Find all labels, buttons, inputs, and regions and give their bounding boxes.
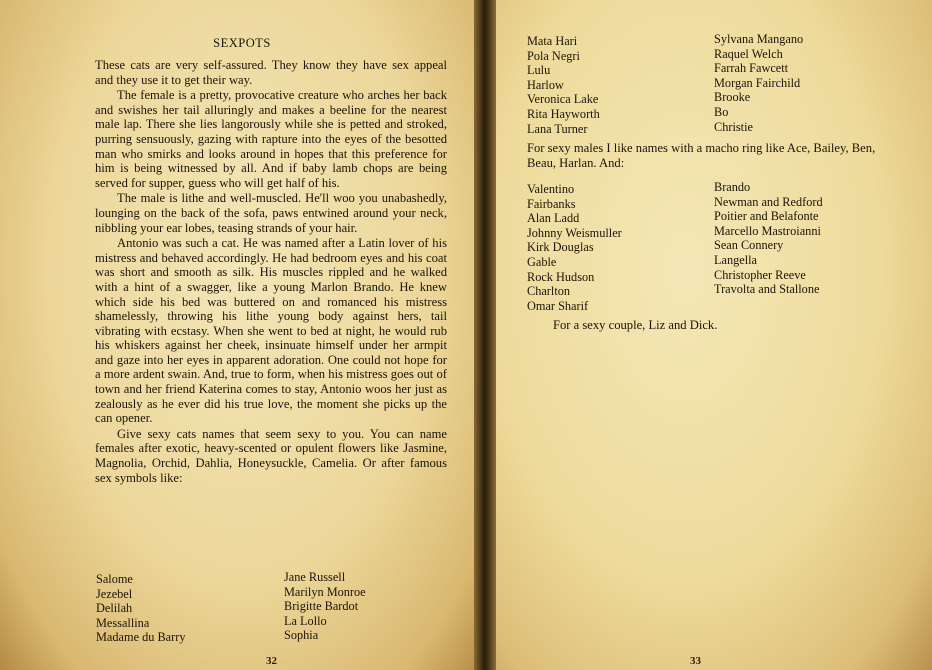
book-gutter <box>474 0 496 670</box>
list-item: Raquel Welch <box>714 46 783 61</box>
list-item: Farrah Fawcett <box>714 61 789 76</box>
list-item: Poitier and Belafonte <box>714 209 819 224</box>
list-item: Rita Hayworth <box>527 106 600 121</box>
list-item: Messallina <box>96 615 150 630</box>
female-names-list-continued <box>527 32 803 136</box>
running-head: SEXPOTS <box>213 36 271 50</box>
list-item: Fairbanks <box>527 196 576 211</box>
list-item: Brooke <box>714 90 751 105</box>
list-item: Kirk Douglas <box>527 240 594 255</box>
list-item: Jezebel <box>96 586 133 601</box>
female-names-list <box>96 570 366 645</box>
list-item: Marilyn Monroe <box>284 584 366 599</box>
list-item: Charlton <box>527 284 571 299</box>
list-item: Pola Negri <box>527 48 580 63</box>
list-item: Lana Turner <box>527 121 588 136</box>
list-item: Brigitte Bardot <box>284 599 359 614</box>
list-item: Gable <box>527 254 557 269</box>
list-item: Johnny Weismuller <box>527 225 622 240</box>
names-column-1 <box>96 570 284 645</box>
male-names-intro: For sexy males I like names with a macho ring like Ace, Bailey, Ben, Beau, Harlan. And: <box>527 141 876 170</box>
left-body-text <box>95 58 447 486</box>
paragraph: The female is a pretty, provocative creature who arches her back and swishes her tail alluringly and makes a beeline for the nearest male lap. There she lies langorously while she is petted and stroked, purring sensuously, gazing with rapture into the eyes of the besotted man who smirks and looks around in hopes that this preference for him is being witnessed by all. And if baby lamb chops are being served for supper, guess who will get half of his. <box>95 88 447 190</box>
list-item: Mata Hari <box>527 34 578 48</box>
list-item: La Lollo <box>284 613 327 628</box>
list-item: Bo <box>714 104 729 119</box>
list-item: Alan Ladd <box>527 211 580 226</box>
page-number-left: 32 <box>266 655 277 667</box>
list-item: Sylvana Mangano <box>714 32 804 46</box>
list-item: Lulu <box>527 63 551 78</box>
list-item: Newman and Redford <box>714 194 823 209</box>
paragraph: These cats are very self-assured. They know they have sex appeal and they use it to get their way. <box>95 58 447 87</box>
list-item: Salome <box>96 572 133 586</box>
list-item: Jane Russell <box>284 570 346 584</box>
paragraph: Antonio was such a cat. He was named after a Latin lover of his mistress and behaved accordingly. He had bedroom eyes and his coat was short and smooth as silk. His muscles rippled and he walked with a hint of a swagger, like a young Marlon Brando. He knew which side his bed was buttered on and romanced his mistress shamelessly, throwing his lithe young body against hers, tail vibrating with ecstasy. When she went to bed at night, he would rub his whiskers against her cheek, insinuate himself under her armpit and gaze into her eyes in apparent adoration. One could not hope for a more ardent swain. And, true to form, when his mistress goes out of town and her friend Katerina comes to stay, Antonio woos her just as zealously as he ever did his true love, the moment she picks up the can opener. <box>95 236 447 426</box>
list-item: Marcello Mastroianni <box>714 223 821 238</box>
list-item: Rock Hudson <box>527 269 595 284</box>
list-item: Harlow <box>527 77 564 92</box>
list-item: Christie <box>714 119 753 134</box>
list-item: Langella <box>714 252 758 267</box>
names-column-1 <box>527 32 714 136</box>
names-column-2 <box>284 570 366 645</box>
names-column-1 <box>527 180 714 313</box>
paragraph: The male is lithe and well-muscled. He'll woo you unabashedly, lounging on the back of the sofa, paws entwined around your neck, nibbling your ear lobes, teasing strands of your hair. <box>95 191 447 235</box>
list-item: Veronica Lake <box>527 92 599 107</box>
list-item: Christopher Reeve <box>714 267 806 282</box>
list-item: Sean Connery <box>714 238 784 253</box>
page-number-right: 33 <box>690 655 701 667</box>
list-item: Brando <box>714 180 751 194</box>
paragraph: Give sexy cats names that seem sexy to you. You can name females after exotic, heavy-scented or opulent flowers like Jasmine, Magnolia, Orchid, Dahlia, Honeysuckle, Camelia. Or after famous sex symbols like: <box>95 426 447 485</box>
list-item: Madame du Barry <box>96 630 186 645</box>
list-item: Omar Sharif <box>527 298 589 313</box>
list-item: Delilah <box>96 601 133 616</box>
couple-names-sentence: For a sexy couple, Liz and Dick. <box>553 318 718 332</box>
names-column-2 <box>714 32 803 136</box>
list-item: Valentino <box>527 182 575 196</box>
list-item: Morgan Fairchild <box>714 75 801 90</box>
list-item: Travolta and Stallone <box>714 282 820 297</box>
names-column-2 <box>714 180 823 313</box>
male-names-list <box>527 180 823 313</box>
list-item: Sophia <box>284 628 319 643</box>
